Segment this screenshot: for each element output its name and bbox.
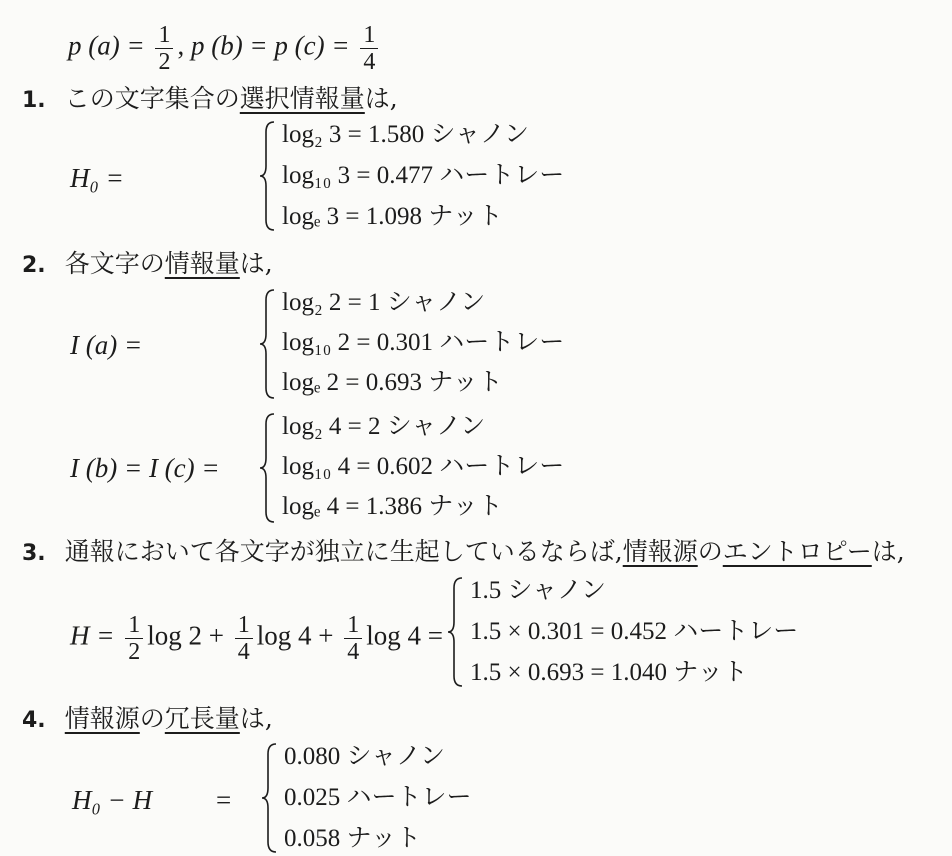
entropy-expr: H = $\frac{1}{2}$ log 2 + $\frac{1}{4}$ log 4 + $\frac{1}{4}$ log 4 = <box>70 612 443 665</box>
equals-sign: = <box>216 785 232 815</box>
left-brace <box>444 576 466 688</box>
s3-row-1: 1.5 シャノン <box>470 577 607 604</box>
section-number: 1. <box>22 88 46 113</box>
i-bc-lhs: I (b) = I (c) = <box>70 453 220 483</box>
s1-row-1: log₂ 3 = 1.580 シャノン <box>282 121 530 148</box>
s2a-row-1: log₂ 2 = 1 シャノン <box>282 289 486 316</box>
p-a-expr: p (a) = <box>68 30 145 61</box>
i-a-lhs: I (a) = <box>70 330 143 360</box>
p-bc-expr: p (b) = p (c) = <box>190 30 350 61</box>
s2bc-row-3: logₑ 4 = 1.386 ナット <box>282 493 503 520</box>
section-number: 4. <box>22 708 46 733</box>
fraction-half: $\frac{1}{2}$ <box>155 22 173 75</box>
term-information: 情報量 <box>164 249 240 278</box>
s4-row-1: 0.080 シャノン <box>284 743 446 770</box>
s2a-row-3: logₑ 2 = 0.693 ナット <box>282 369 503 396</box>
section-1-heading: 1. この文字集合の選択情報量は, <box>22 84 398 113</box>
s4-row-2: 0.025 ハートレー <box>284 784 472 811</box>
fraction: $\frac{1}{2}$ <box>125 612 143 665</box>
section-4-heading: 4. 情報源の冗長量は, <box>22 704 273 733</box>
h0-lhs: H₀ = <box>70 163 124 193</box>
term-information-source: 情報源 <box>64 704 140 733</box>
s1-row-3: logₑ 3 = 1.098 ナット <box>282 203 503 230</box>
term-selection-information: 選択情報量 <box>239 84 365 113</box>
s3-row-2: 1.5 × 0.301 = 0.452 ハートレー <box>470 618 799 645</box>
term-information-source: 情報源 <box>622 537 698 566</box>
left-brace <box>256 120 278 232</box>
fraction: $\frac{1}{4}$ <box>344 612 362 665</box>
term-redundancy: 冗長量 <box>164 704 240 733</box>
left-brace <box>258 742 280 854</box>
probability-line: p (a) = $\frac{1}{2}$ , p (b) = p (c) = $\frac{1}{4}$ <box>68 22 382 75</box>
section-3-heading: 3. 通報において各文字が独立に生起しているならば,情報源のエントロピーは, <box>22 537 905 566</box>
left-brace <box>256 288 278 400</box>
s3-row-3: 1.5 × 0.693 = 1.040 ナット <box>470 659 748 686</box>
section-number: 2. <box>22 253 46 278</box>
term-entropy: エントロピー <box>722 537 872 566</box>
s1-row-2: log₁₀ 3 = 0.477 ハートレー <box>282 162 565 189</box>
s2bc-row-1: log₂ 4 = 2 シャノン <box>282 413 486 440</box>
s2a-row-2: log₁₀ 2 = 0.301 ハートレー <box>282 329 565 356</box>
fraction: $\frac{1}{4}$ <box>235 612 253 665</box>
section-number: 3. <box>22 541 46 566</box>
section-2-heading: 2. 各文字の情報量は, <box>22 249 273 278</box>
fraction-quarter: $\frac{1}{4}$ <box>360 22 378 75</box>
s2bc-row-2: log₁₀ 4 = 0.602 ハートレー <box>282 453 565 480</box>
redundancy-lhs: H₀ − H <box>72 785 153 815</box>
left-brace <box>256 412 278 524</box>
s4-row-3: 0.058 ナット <box>284 825 422 852</box>
